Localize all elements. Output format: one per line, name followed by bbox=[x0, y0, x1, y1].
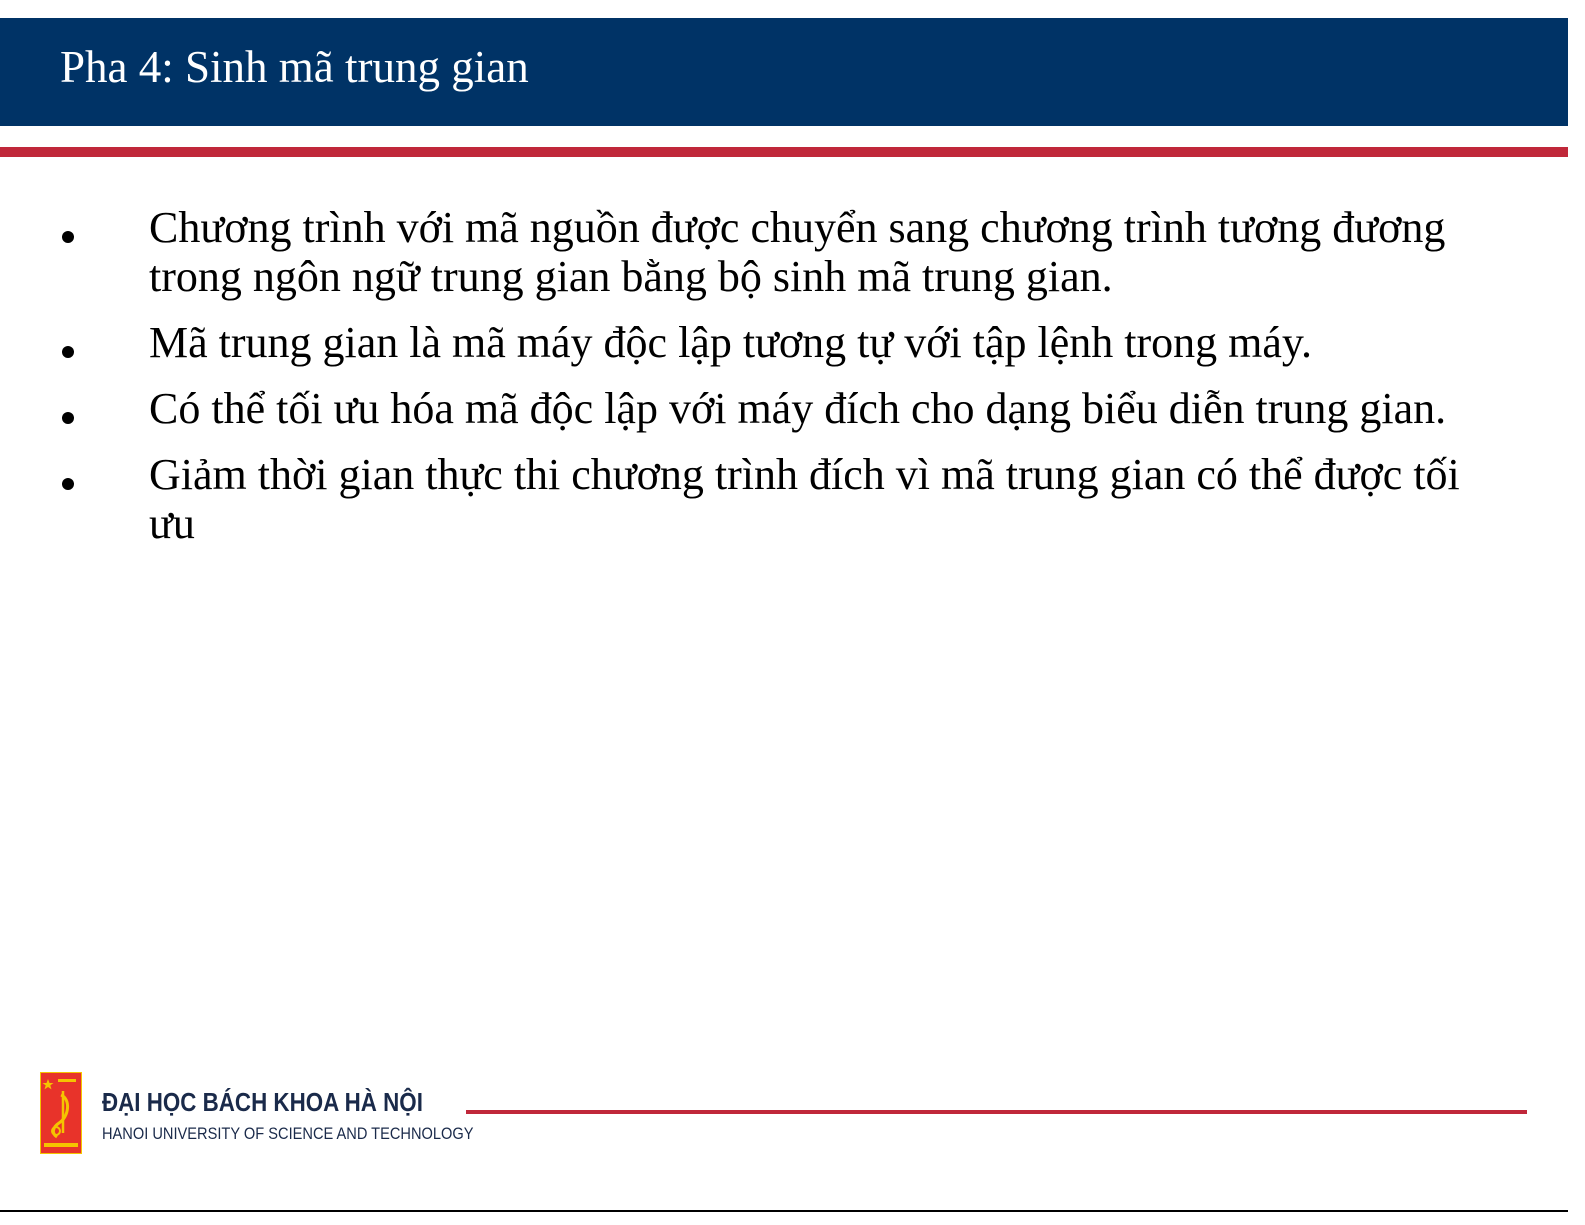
footer-divider bbox=[466, 1110, 1527, 1114]
bullet-text: Mã trung gian là mã máy độc lập tương tự với tập lệnh trong máy. bbox=[149, 318, 1313, 367]
bullet-text: Có thể tối ưu hóa mã độc lập với máy đích cho dạng biểu diễn trung gian. bbox=[149, 384, 1447, 433]
bullet-item bbox=[0, 318, 1568, 367]
bullet-text: Giảm thời gian thực thi chương trình đích vì mã trung gian có thể được tối ưu bbox=[149, 450, 1460, 548]
hust-logo-graphic bbox=[41, 1073, 81, 1153]
hust-logo-icon bbox=[40, 1072, 82, 1154]
university-name-vi: ĐẠI HỌC BÁCH KHOA HÀ NỘI bbox=[102, 1087, 423, 1117]
bottom-border bbox=[0, 1210, 1568, 1212]
bullet-dot-icon bbox=[62, 478, 74, 490]
header-divider bbox=[0, 147, 1568, 157]
bullet-dot-icon bbox=[62, 346, 74, 358]
university-name-en: HANOI UNIVERSITY OF SCIENCE AND TECHNOLOGY bbox=[102, 1124, 474, 1143]
bullet-dot-icon bbox=[62, 412, 74, 424]
slide-title: Pha 4: Sinh mã trung gian bbox=[60, 42, 529, 92]
bullet-item bbox=[0, 384, 1568, 433]
bullet-dot-icon bbox=[62, 231, 74, 243]
bullet-item bbox=[0, 203, 1568, 301]
bullet-item bbox=[0, 450, 1568, 548]
bullet-list bbox=[0, 203, 1568, 565]
bullet-text: Chương trình với mã nguồn được chuyển sang chương trình tương đương trong ngôn ngữ trung gian bằng bộ sinh mã trung gian. bbox=[149, 203, 1446, 301]
